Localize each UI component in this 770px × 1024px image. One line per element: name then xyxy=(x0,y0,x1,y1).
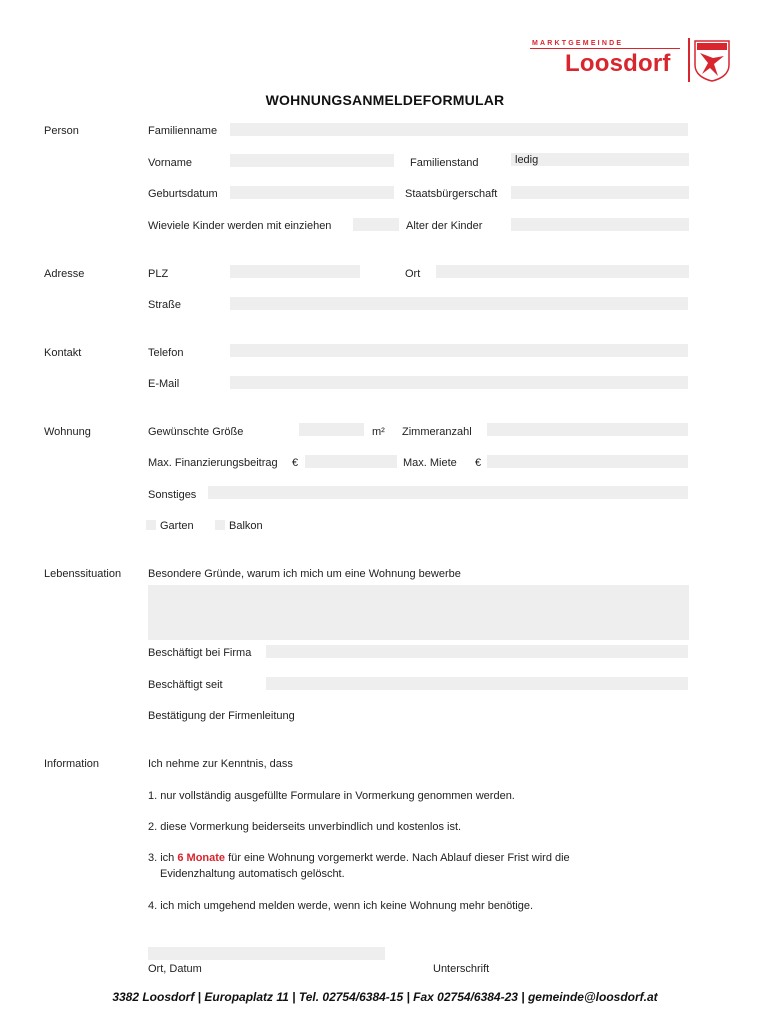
section-adresse: Adresse xyxy=(44,268,85,280)
label-email: E-Mail xyxy=(148,378,180,390)
kinder-field[interactable] xyxy=(353,218,399,231)
ort-datum-field[interactable] xyxy=(148,947,385,960)
seit-field[interactable] xyxy=(266,677,688,690)
staatsbuergerschaft-field[interactable] xyxy=(511,186,689,199)
section-information: Information xyxy=(44,758,100,770)
label-familienstand: Familienstand xyxy=(410,157,479,169)
label-plz: PLZ xyxy=(148,268,169,280)
gruende-textarea[interactable] xyxy=(148,585,689,640)
label-miete: Max. Miete xyxy=(403,457,457,469)
page-title: WOHNUNGSANMELDEFORMULAR xyxy=(265,92,505,108)
ort-field[interactable] xyxy=(436,265,689,278)
label-zimmeranzahl: Zimmeranzahl xyxy=(402,426,472,438)
label-gruende: Besondere Gründe, warum ich mich um eine Wohnung bewerbe xyxy=(148,568,461,580)
info-point-1: 1. nur vollständig ausgefüllte Formulare in Vormerkung genommen werden. xyxy=(148,790,515,802)
label-familienname: Familienname xyxy=(148,125,218,137)
coat-of-arms-icon xyxy=(688,38,732,82)
label-groesse: Gewünschte Größe xyxy=(148,426,244,438)
groesse-field[interactable] xyxy=(299,423,364,436)
zimmeranzahl-field[interactable] xyxy=(487,423,688,436)
info-point-3-cont: Evidenzhaltung automatisch gelöscht. xyxy=(160,868,345,880)
label-geburtsdatum: Geburtsdatum xyxy=(148,188,218,200)
logo-divider xyxy=(530,48,680,49)
plz-field[interactable] xyxy=(230,265,360,278)
label-bestaetigung: Bestätigung der Firmenleitung xyxy=(148,710,295,722)
label-firma: Beschäftigt bei Firma xyxy=(148,647,252,659)
geburtsdatum-field[interactable] xyxy=(230,186,394,199)
label-strasse: Straße xyxy=(148,299,182,311)
label-euro-miete: € xyxy=(475,457,482,469)
label-telefon: Telefon xyxy=(148,347,184,359)
section-lebenssituation: Lebenssituation xyxy=(44,568,122,580)
familienname-field[interactable] xyxy=(230,123,688,136)
footer-contact: 3382 Loosdorf | Europaplatz 11 | Tel. 02754/6384-15 | Fax 02754/6384-23 | gemeinde@loosdorf.at xyxy=(112,990,658,1004)
label-staatsbuergerschaft: Staatsbürgerschaft xyxy=(405,188,498,200)
section-wohnung: Wohnung xyxy=(44,426,91,438)
label-ort: Ort xyxy=(405,268,421,280)
miete-field[interactable] xyxy=(487,455,688,468)
info-point-2: 2. diese Vormerkung beiderseits unverbindlich und kostenlos ist. xyxy=(148,821,462,833)
info-intro: Ich nehme zur Kenntnis, dass xyxy=(148,758,293,770)
info-point-3-highlight: 6 Monate xyxy=(177,852,226,864)
firma-field[interactable] xyxy=(266,645,688,658)
garten-checkbox[interactable] xyxy=(146,520,156,530)
label-unterschrift: Unterschrift xyxy=(433,963,490,975)
familienstand-field[interactable] xyxy=(511,153,689,166)
label-alter-kinder: Alter der Kinder xyxy=(406,220,483,232)
label-finanzierung: Max. Finanzierungsbeitrag xyxy=(148,457,278,469)
info-point-3 xyxy=(148,852,570,865)
label-vorname: Vorname xyxy=(148,157,193,169)
label-garten: Garten xyxy=(160,520,194,532)
balkon-checkbox[interactable] xyxy=(215,520,225,530)
finanzierung-field[interactable] xyxy=(305,455,397,468)
section-person: Person xyxy=(44,125,79,137)
label-ort-datum: Ort, Datum xyxy=(148,963,202,975)
sonstiges-field[interactable] xyxy=(208,486,688,499)
section-kontakt: Kontakt xyxy=(44,347,82,359)
label-balkon: Balkon xyxy=(229,520,263,532)
label-sonstiges: Sonstiges xyxy=(148,489,197,501)
alter-kinder-field[interactable] xyxy=(511,218,689,231)
label-seit: Beschäftigt seit xyxy=(148,679,223,691)
vorname-field[interactable] xyxy=(230,154,394,167)
info-point-3-end: für eine Wohnung vorgemerkt werde. Nach Ablauf dieser Frist wird die xyxy=(225,852,570,864)
label-kinder: Wieviele Kinder werden mit einziehen xyxy=(148,220,332,232)
info-point-3-start: 3. ich xyxy=(148,852,178,864)
email-field[interactable] xyxy=(230,376,688,389)
telefon-field[interactable] xyxy=(230,344,688,357)
logo-small-text: MARKTGEMEINDE xyxy=(532,40,624,47)
label-euro-finanzierung: € xyxy=(292,457,299,469)
label-m2: m² xyxy=(372,426,385,438)
strasse-field[interactable] xyxy=(230,297,688,310)
logo-main-text: Loosdorf xyxy=(565,50,671,77)
info-point-4: 4. ich mich umgehend melden werde, wenn ich keine Wohnung mehr benötige. xyxy=(148,900,534,912)
